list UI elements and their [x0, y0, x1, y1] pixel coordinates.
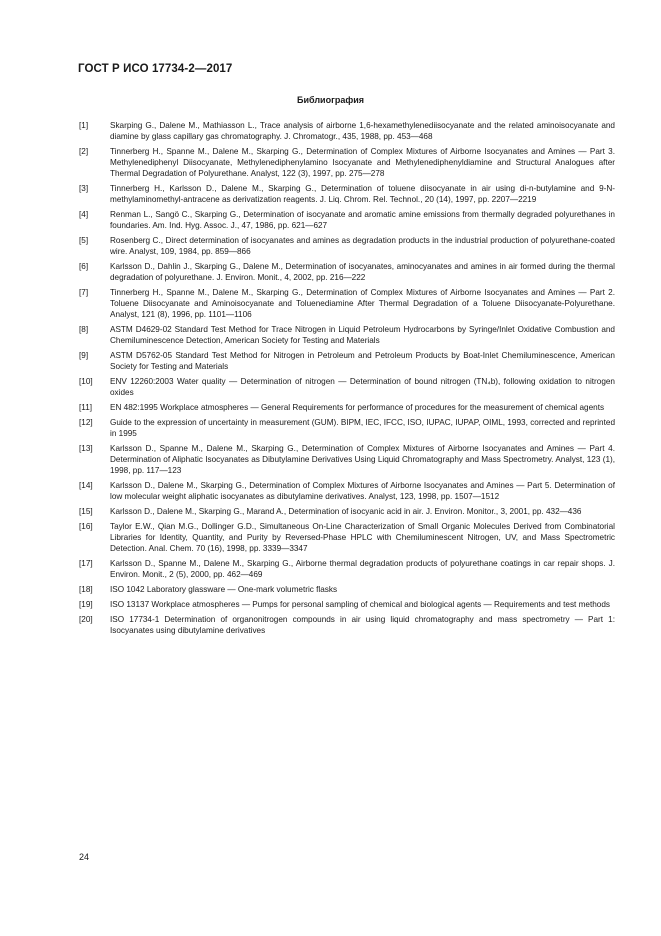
reference-item — [79, 507, 615, 518]
reference-text: Guide to the expression of uncertainty in measurement (GUM). BIPM, IEC, IFCC, ISO, IUPAC, IUPAP, OIML, 1993, corrected and reprinted in 1995 — [110, 417, 615, 438]
reference-number: [17] — [79, 558, 93, 568]
reference-item — [79, 184, 615, 206]
reference-item — [79, 236, 615, 258]
reference-item — [79, 585, 615, 596]
reference-number: [18] — [79, 584, 93, 594]
reference-text: EN 482:1995 Workplace atmospheres — General Requirements for performance of procedures for the measurement of chemical agents — [110, 402, 605, 412]
reference-number: [5] — [79, 235, 89, 245]
reference-text: Renman L., Sangö C., Skarping G., Determination of isocyanate and aromatic amine emissions from thermally degraded polyurethanes in foundaries. Am. Ind. Hyg. Assoc. J., 47, 1986, pp. 621—627 — [110, 209, 615, 230]
reference-number: [16] — [79, 521, 93, 531]
reference-number: [6] — [79, 261, 89, 271]
reference-item — [79, 559, 615, 581]
reference-item — [79, 403, 615, 414]
reference-item — [79, 481, 615, 503]
reference-item — [79, 522, 615, 555]
reference-text: ISO 13137 Workplace atmospheres — Pumps for personal sampling of chemical and biological agents — Requirements and test methods — [110, 599, 611, 609]
reference-number: [10] — [79, 376, 93, 386]
reference-text: Karlsson D., Spanne M., Dalene M., Skarping G., Determination of Complex Mixtures of Airborne Isocyanates and Amines — Part 4. Determination of Aliphatic Isocyanates as Dibutylamine Derivatives Using Liquid Chromatography and Mass Spectrometry. Analyst, 123 (1), 1998, pp. 117—123 — [110, 443, 615, 475]
reference-item — [79, 147, 615, 180]
reference-item — [79, 288, 615, 321]
reference-number: [8] — [79, 324, 89, 334]
reference-list — [79, 121, 615, 641]
reference-item — [79, 377, 615, 399]
reference-number: [2] — [79, 147, 89, 156]
reference-text: Tinnerberg H., Spanne M., Dalene M., Skarping G., Determination of Complex Mixtures of Airborne Isocyanates and Amines — Part 2. Toluene Diisocyanate and Aminoisocyanate and Toluenediamine After Thermal Degradation of a Toluene Diisocyanate-Polyurethane. Analyst, 121 (8), 1996, pp. 1101—1106 — [110, 287, 615, 319]
reference-text: Skarping G., Dalene M., Mathiasson L., Trace analysis of airborne 1,6-hexamethylenediisocyanate and the related aminoisocyanate and diamine by glass capillary gas chromatography. J. Chromatogr., 435, 1988, pp. 453—468 — [110, 121, 615, 141]
reference-text: ISO 1042 Laboratory glassware — One-mark volumetric flasks — [110, 584, 338, 594]
reference-item — [79, 615, 615, 637]
document-header: ГОСТ Р ИСО 17734-2—2017 — [78, 63, 233, 75]
reference-number: [15] — [79, 506, 93, 516]
reference-number: [7] — [79, 287, 89, 297]
reference-number: [14] — [79, 480, 93, 490]
reference-text: Tinnerberg H., Karlsson D., Dalene M., Skarping G., Determination of toluene diisocyanate in air using di-n-butylamine and 9-N-methylaminomethyl-antracene as derivatization reagents. J. Liq. Chrom. Rel. Technol., 20 (14), 1997, pp. 2207—2219 — [110, 183, 615, 204]
reference-text: ENV 12260:2003 Water quality — Determination of nitrogen — Determination of bound nitrogen (TN₄b), following oxidation to nitrogen oxides — [110, 376, 615, 397]
reference-number: [12] — [79, 417, 93, 427]
reference-number: [13] — [79, 443, 93, 453]
reference-item — [79, 444, 615, 477]
reference-text: ASTM D5762-05 Standard Test Method for Nitrogen in Petroleum and Petroleum Products by Boat-Inlet Chemiluminescence, American Society for Testing and Materials — [110, 350, 615, 371]
reference-text: Karlsson D., Dahlin J., Skarping G., Dalene M., Determination of isocyanates, aminocyanates and amines in air formed during the thermal degradation of polyurethane. J. Environ. Monit., 4, 2002, pp. 216—222 — [110, 261, 615, 282]
reference-item — [79, 210, 615, 232]
reference-text: Tinnerberg H., Spanne M., Dalene M., Skarping G., Determination of Complex Mixtures of Airborne Isocyanates and Amines — Part 3. Methylenediphenyl Diisocyanate, Methylenediphenylamino Isocyanate and Methylenediphenyldiamine and Structural Analogues after Thermal Degradation of Polyurethane. Analyst, 122 (3), 1997, pp. 275—278 — [110, 147, 615, 178]
reference-text: ISO 17734-1 Determination of organonitrogen compounds in air using liquid chromatography and mass spectrometry — Part 1: Isocyanates using dibutylamine derivatives — [110, 615, 615, 635]
reference-text: Karlsson D., Dalene M., Skarping G., Determination of Complex Mixtures of Airborne Isocyanates and Amines — Part 5. Determination of low molecular weight aliphatic isocyanates as dibutylamine derivatives. Analyst, 123, 1998, pp. 1507—1512 — [110, 480, 615, 501]
reference-number: [1] — [79, 121, 89, 130]
reference-number: [20] — [79, 615, 93, 624]
page-number: 24 — [79, 852, 90, 862]
reference-text: Karlsson D., Dalene M., Skarping G., Marand A., Determination of isocyanic acid in air. J. Environ. Monitor., 3, 2001, pp. 432—436 — [110, 506, 582, 516]
reference-text: ASTM D4629-02 Standard Test Method for Trace Nitrogen in Liquid Petroleum Hydrocarbons by Syringe/Inlet Oxidative Combustion and Chemiluminescence Detection, American Society for Testing and Materials — [110, 324, 615, 345]
reference-number: [19] — [79, 599, 93, 609]
reference-item — [79, 325, 615, 347]
reference-item — [79, 262, 615, 284]
reference-item — [79, 121, 615, 143]
reference-number: [4] — [79, 209, 89, 219]
reference-text: Karlsson D., Spanne M., Dalene M., Skarping G., Airborne thermal degradation products of polyurethane coatings in car repair shops. J. Environ. Monit., 2 (5), 2000, pp. 462—469 — [110, 558, 615, 579]
reference-item — [79, 418, 615, 440]
reference-number: [3] — [79, 183, 89, 193]
reference-number: [9] — [79, 350, 89, 360]
bibliography-title: Библиография — [297, 95, 364, 105]
reference-item — [79, 351, 615, 373]
reference-text: Rosenberg C., Direct determination of isocyanates and amines as degradation products in the industrial production of polyurethane-coated wire. Analyst, 109, 1984, pp. 859—866 — [110, 235, 615, 256]
reference-number: [11] — [79, 402, 93, 412]
reference-item — [79, 600, 615, 611]
reference-text: Taylor E.W., Qian M.G., Dollinger G.D., Simultaneous On-Line Characterization of Small Organic Molecules Derived from Combinatorial Libraries for Identity, Quantity, and Purity by Reversed-Phase HPLC with Chemiluminescent Nitrogen, UV, and Mass Spectrometric Detection. Anal. Chem. 70 (16), 1998, pp. 3339—3347 — [110, 521, 615, 553]
